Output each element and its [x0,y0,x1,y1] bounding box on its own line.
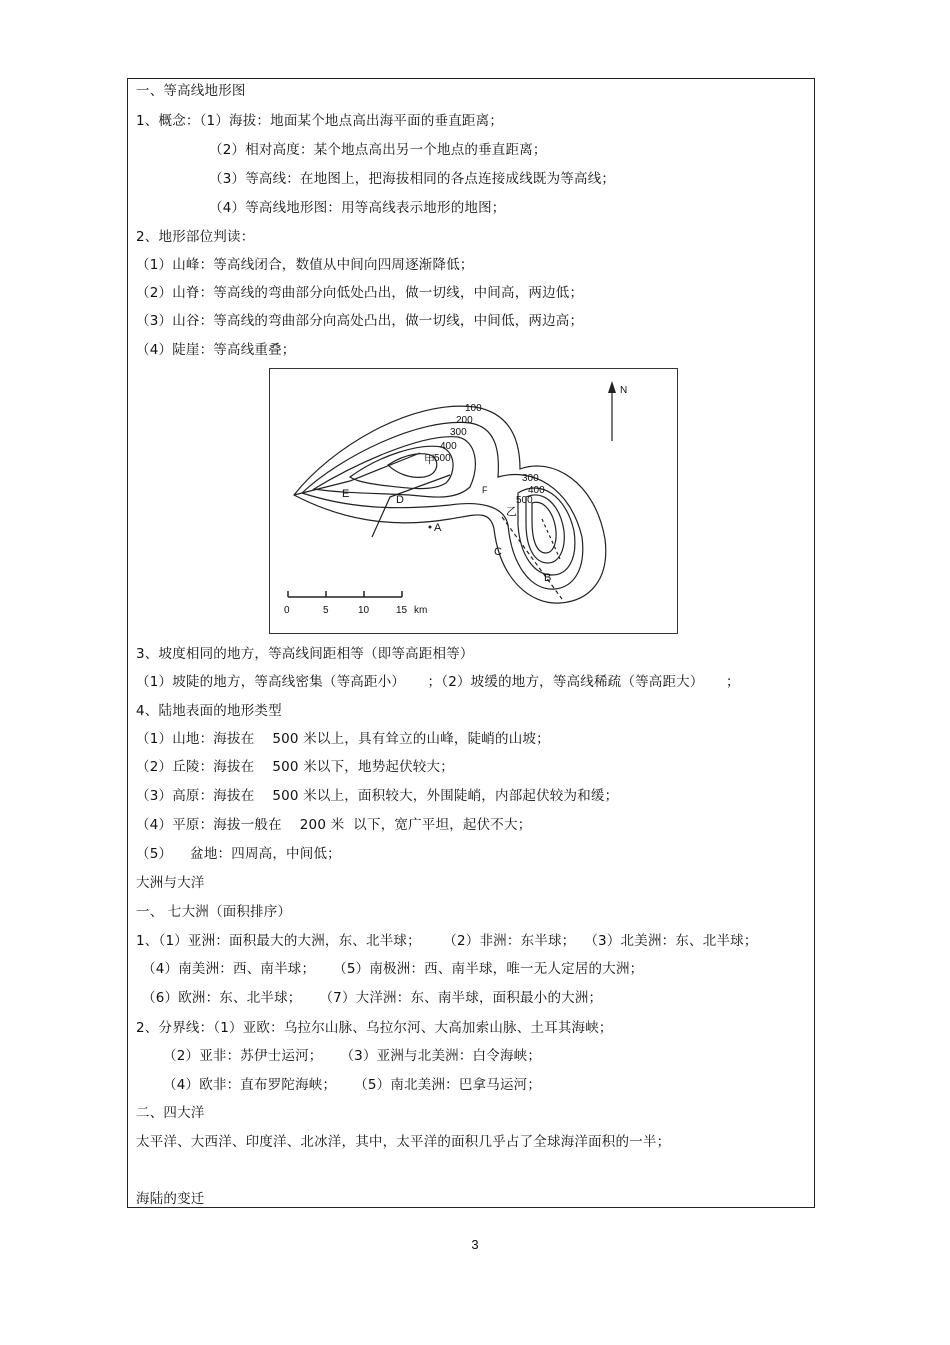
text-line: （3）高原：海拔在 500 米以上，面积较大，外围陡峭，内部起伏较为和缓； [136,788,619,804]
point-c: C [494,546,502,558]
text-line: 1、（1）亚洲：面积最大的大洲，东、北半球； （2）非洲：东半球； （3）北美洲：东、北半球； [136,933,758,949]
label-100: 100 [465,403,482,414]
text-line: （5） 盆地：四周高，中间低； [136,846,341,862]
text-line: （3）山谷：等高线的弯曲部分向高处凸出，做一切线，中间低，两边高； [136,313,584,329]
text-line: （4）等高线地形图：用等高线表示地形的地图； [209,200,506,216]
label-500-east: 500 [516,495,533,506]
scale-0: 0 [284,605,290,616]
label-200: 200 [456,415,473,426]
content-frame [127,78,815,1208]
text-line: 2、分界线：（1）亚欧：乌拉尔山脉、乌拉尔河、大高加索山脉、土耳其海峡； [136,1020,613,1036]
label-400-east: 400 [528,485,545,496]
heading-continents-oceans: 大洲与大洋 [136,875,205,891]
text-line: （4）平原：海拔一般在 200 米 以下，宽广平坦，起伏不大； [136,817,532,833]
label-300: 300 [450,427,467,438]
label-300-east: 300 [522,473,539,484]
page-number: 3 [471,1237,479,1252]
label-400: 400 [440,441,457,452]
scale-10: 10 [358,605,370,616]
heading-terrain: 2、地形部位判读： [136,229,255,245]
north-arrow-head-icon [608,381,616,393]
text-line: （2）山脊：等高线的弯曲部分向低处凸出，做一切线，中间高，两边低； [136,285,584,301]
text-line: （1）山地：海拔在 500 米以上，具有耸立的山峰，陡峭的山坡； [136,731,550,747]
text-line: （4）南美洲：西、南半球； （5）南极洲：西、南半球，唯一无人定居的大洲； [142,961,644,977]
text-line: 太平洋、大西洋、印度洋、北冰洋，其中，太平洋的面积几乎占了全球海洋面积的一半； [136,1134,671,1150]
text-line: （2）亚非：苏伊士运河； （3）亚洲与北美洲：白令海峡； [163,1048,542,1064]
text-line: （4）陡崖：等高线重叠； [136,342,296,358]
text-line: （1）坡陡的地方，等高线密集（等高距小） ；（2）坡缓的地方，等高线稀疏（等高距大） ； [136,674,740,690]
text-line: （6）欧洲：东、北半球； （7）大洋洲：东、南半球，面积最小的大洲； [142,990,603,1006]
heading-seven-continents: 一、 七大洲（面积排序） [136,904,292,920]
point-a-marker [429,526,432,529]
north-label: N [620,385,628,396]
point-f: F [482,485,488,495]
contour-map-svg [270,369,679,635]
heading-contour-map: 一、等高线地形图 [136,83,246,99]
point-a: A [434,522,442,534]
text-line: （2）相对高度：某个地点高出另一个地点的垂直距离； [209,142,547,158]
scale-15: 15 [396,605,408,616]
scale-unit: km [414,605,428,616]
contour-500-east [532,502,556,553]
heading-landforms: 4、陆地表面的地形类型 [136,703,282,719]
text-line: 1、概念：（1）海拔：地面某个地点高出海平面的垂直距离； [136,113,504,129]
heading-sea-land-change: 海陆的变迁 [136,1191,205,1207]
text-line: （3）等高线：在地图上，把海拔相同的各点连接成线既为等高线； [209,171,616,187]
point-b: B [544,572,552,584]
text-line: （1）山峰：等高线闭合，数值从中间向四周逐渐降低； [136,257,474,273]
text-line: （4）欧非：直布罗陀海峡； （5）南北美洲：巴拿马运河； [163,1077,542,1093]
point-yi: 乙 [506,506,517,518]
heading-slope: 3、坡度相同的地方，等高线间距相等（即等高距相等） [136,646,474,662]
point-jia: 甲 [424,454,435,466]
contour-map-figure [269,368,678,634]
scale-5: 5 [323,605,329,616]
text-line: （2）丘陵：海拔在 500 米以下，地势起伏较大； [136,759,454,775]
label-500: 500 [434,453,451,464]
point-d: D [396,494,404,506]
point-e: E [342,488,350,500]
heading-four-oceans: 二、四大洋 [136,1105,205,1121]
